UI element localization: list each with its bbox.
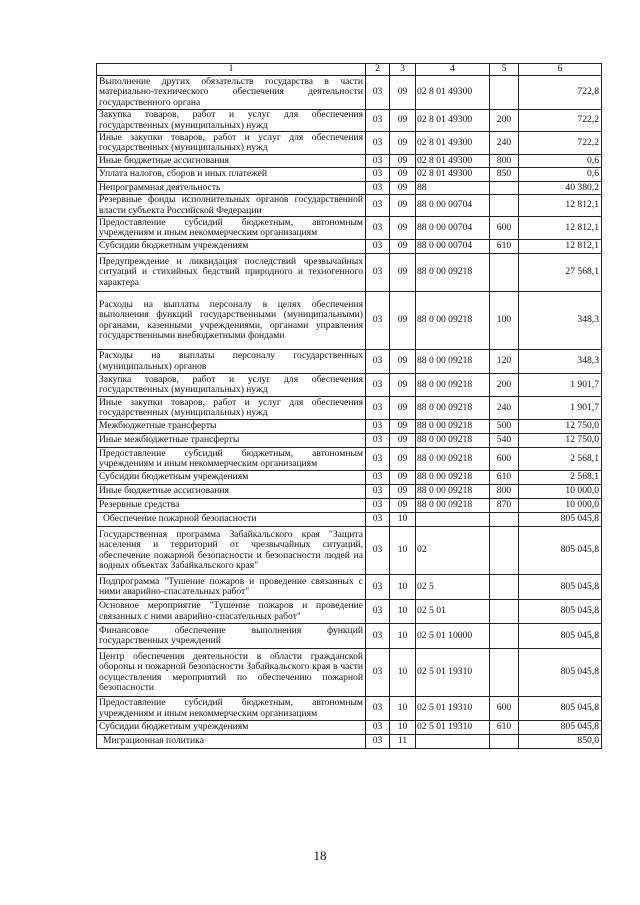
cell-subsection: 09 [390,292,416,350]
cell-amount: 40 380,2 [519,182,602,195]
cell-subsection: 10 [390,624,416,649]
cell-amount: 805 045,8 [519,697,602,721]
cell-subsection: 09 [390,434,416,448]
cell-amount: 805 045,8 [519,575,602,600]
cell-name: Уплата налогов, сборов и иных платежей [97,168,366,182]
cell-target-article: 88 0 00 09218 [416,434,490,448]
cell-target-article: 02 8 01 49300 [416,76,490,110]
table-row [97,110,602,132]
table-row [97,499,602,513]
table-row [97,485,602,499]
cell-name: Закупка товаров, работ и услуг для обеспечения государственных (муниципальных) нужд [97,374,366,397]
cell-subsection: 09 [390,240,416,254]
cell-subsection: 09 [390,110,416,132]
cell-name: Иные бюджетные ассигнования [97,155,366,168]
cell-name: Расходы на выплаты персоналу государственных (муниципальных) органов [97,350,366,374]
cell-amount: 805 045,8 [519,527,602,575]
table-row [97,132,602,155]
header-cell-subsection: 3 [390,64,416,76]
cell-section: 03 [366,132,390,155]
cell-amount: 10 000,0 [519,499,602,513]
cell-expense-type: 240 [490,132,519,155]
cell-expense-type: 870 [490,499,519,513]
cell-expense-type: 600 [490,217,519,240]
table-row [97,76,602,110]
cell-amount: 12 750,0 [519,434,602,448]
cell-target-article: 02 5 01 19310 [416,697,490,721]
table-row [97,434,602,448]
cell-name: Центр обеспечения деятельности в области гражданской обороны и пожарной безопасности Забайкальского края в части осуществления мероприятий по обеспечению пожарной безопасности [97,649,366,697]
cell-target-article: 88 0 00 00704 [416,240,490,254]
cell-amount: 805 045,8 [519,513,602,527]
cell-section: 03 [366,240,390,254]
cell-name: Иные закупки товаров, работ и услуг для обеспечения государственных (муниципальных) нужд [97,397,366,420]
cell-section: 03 [366,350,390,374]
cell-target-article: 02 5 [416,575,490,600]
cell-expense-type [490,624,519,649]
cell-amount: 805 045,8 [519,600,602,624]
cell-expense-type: 800 [490,155,519,168]
cell-subsection: 10 [390,575,416,600]
cell-target-article [416,735,490,749]
cell-section: 03 [366,600,390,624]
cell-subsection: 09 [390,471,416,485]
cell-subsection: 10 [390,600,416,624]
table-row [97,182,602,195]
cell-name: Непрограммная деятельность [97,182,366,195]
cell-expense-type: 610 [490,721,519,735]
cell-name: Предоставление субсидий бюджетным, автономным учреждениям и иным некоммерческим организациям [97,448,366,471]
cell-section: 03 [366,735,390,749]
cell-target-article: 88 0 00 09218 [416,499,490,513]
cell-subsection: 09 [390,132,416,155]
table-row [97,600,602,624]
cell-name: Государственная программа Забайкальского края "Защита населения и территорий от чрезвычайных ситуаций, обеспечение пожарной безопасности и безопасности людей на водных объектах Забайкальского края" [97,527,366,575]
table-row [97,217,602,240]
cell-expense-type: 100 [490,292,519,350]
cell-expense-type: 600 [490,448,519,471]
cell-target-article: 88 0 00 00704 [416,217,490,240]
table-row [97,195,602,217]
budget-table [96,63,602,749]
cell-target-article [416,513,490,527]
table-row [97,374,602,397]
cell-subsection: 11 [390,735,416,749]
cell-subsection: 09 [390,499,416,513]
cell-section: 03 [366,76,390,110]
table-row [97,624,602,649]
cell-subsection: 09 [390,155,416,168]
header-cell-amount: 6 [519,64,602,76]
cell-target-article: 02 [416,527,490,575]
cell-section: 03 [366,168,390,182]
cell-section: 03 [366,575,390,600]
cell-section: 03 [366,448,390,471]
cell-name: Субсидии бюджетным учреждениям [97,471,366,485]
cell-name: Расходы на выплаты персоналу в целях обеспечения выполнения функций государственными (муниципальными) органами, казенными учреждениями, органами управления государственными внебюджетными фондами [97,292,366,350]
cell-expense-type: 120 [490,350,519,374]
cell-section: 03 [366,513,390,527]
cell-target-article: 02 5 01 19310 [416,721,490,735]
cell-subsection: 09 [390,350,416,374]
cell-target-article: 88 0 00 09218 [416,292,490,350]
cell-name: Основное мероприятие "Тушение пожаров и проведение связанных с ними аварийно-спасательных работ" [97,600,366,624]
cell-amount: 805 045,8 [519,624,602,649]
table-row [97,513,602,527]
cell-target-article: 88 0 00 00704 [416,195,490,217]
cell-name: Выполнение других обязательств государства в части материально-технического обеспечения деятельности государственного органа [97,76,366,110]
cell-expense-type: 540 [490,434,519,448]
cell-expense-type [490,649,519,697]
cell-name: Закупка товаров, работ и услуг для обеспечения государственных (муниципальных) нужд [97,110,366,132]
cell-amount: 12 812,1 [519,195,602,217]
cell-name: Иные закупки товаров, работ и услуг для обеспечения государственных (муниципальных) нужд [97,132,366,155]
cell-amount: 12 750,0 [519,420,602,434]
cell-expense-type: 610 [490,240,519,254]
table-row [97,350,602,374]
cell-subsection: 09 [390,182,416,195]
cell-target-article: 88 0 00 09218 [416,397,490,420]
cell-subsection: 09 [390,374,416,397]
table-row [97,649,602,697]
cell-amount: 722,8 [519,76,602,110]
cell-amount: 348,3 [519,350,602,374]
cell-subsection: 09 [390,485,416,499]
cell-amount: 805 045,8 [519,649,602,697]
cell-amount: 12 812,1 [519,240,602,254]
cell-expense-type: 200 [490,110,519,132]
cell-name: Подпрограмма "Тушение пожаров и проведение связанных с ними аварийно-спасательных работ" [97,575,366,600]
cell-target-article: 02 5 01 19310 [416,649,490,697]
cell-section: 03 [366,217,390,240]
cell-expense-type: 200 [490,374,519,397]
cell-name: Предоставление субсидий бюджетным, автономным учреждениям и иным некоммерческим организациям [97,217,366,240]
cell-target-article: 88 0 00 09218 [416,485,490,499]
cell-subsection: 09 [390,397,416,420]
header-cell-section: 2 [366,64,390,76]
cell-target-article: 02 5 01 10000 [416,624,490,649]
cell-name: Субсидии бюджетным учреждениям [97,721,366,735]
cell-subsection: 09 [390,448,416,471]
table-row [97,448,602,471]
cell-expense-type [490,575,519,600]
cell-expense-type: 500 [490,420,519,434]
cell-name: Миграционная политика [97,735,366,749]
cell-section: 03 [366,721,390,735]
cell-amount: 0,6 [519,155,602,168]
cell-section: 03 [366,499,390,513]
header-cell-expense-type: 5 [490,64,519,76]
cell-expense-type [490,182,519,195]
cell-target-article: 88 0 00 09218 [416,471,490,485]
cell-name: Предупреждение и ликвидация последствий чрезвычайных ситуаций и стихийных бедствий природного и техногенного характера [97,254,366,292]
cell-expense-type [490,254,519,292]
cell-amount: 10 000,0 [519,485,602,499]
cell-section: 03 [366,374,390,397]
cell-name: Резервные фонды исполнительных органов государственной власти субъекта Российской Федерации [97,195,366,217]
table-header-row [97,64,602,76]
cell-target-article: 02 8 01 49300 [416,155,490,168]
cell-subsection: 10 [390,527,416,575]
cell-amount: 0,6 [519,168,602,182]
table-row [97,254,602,292]
cell-subsection: 10 [390,697,416,721]
table-row [97,697,602,721]
cell-amount: 12 812,1 [519,217,602,240]
cell-amount: 1 901,7 [519,397,602,420]
cell-section: 03 [366,420,390,434]
table-row [97,292,602,350]
cell-section: 03 [366,649,390,697]
cell-name: Обеспечение пожарной безопасности [97,513,366,527]
cell-name: Финансовое обеспечение выполнения функций государственных учреждений [97,624,366,649]
cell-name: Субсидии бюджетным учреждениям [97,240,366,254]
cell-amount: 2 568,1 [519,471,602,485]
cell-subsection: 09 [390,254,416,292]
cell-section: 03 [366,155,390,168]
cell-amount: 805 045,8 [519,721,602,735]
cell-target-article: 88 0 00 09218 [416,254,490,292]
cell-target-article: 88 0 00 09218 [416,374,490,397]
cell-amount: 27 568,1 [519,254,602,292]
cell-expense-type: 600 [490,697,519,721]
table-body [97,76,602,749]
cell-target-article: 02 8 01 49300 [416,132,490,155]
cell-section: 03 [366,182,390,195]
cell-section: 03 [366,110,390,132]
cell-section: 03 [366,397,390,420]
cell-amount: 348,3 [519,292,602,350]
cell-amount: 1 901,7 [519,374,602,397]
cell-section: 03 [366,697,390,721]
table-row [97,721,602,735]
cell-name: Резервные средства [97,499,366,513]
cell-name: Иные бюджетные ассигнования [97,485,366,499]
cell-subsection: 10 [390,721,416,735]
cell-name: Иные межбюджетные трансферты [97,434,366,448]
cell-section: 03 [366,527,390,575]
table-row [97,240,602,254]
table-row [97,397,602,420]
cell-target-article: 88 0 00 09218 [416,350,490,374]
cell-expense-type [490,513,519,527]
cell-subsection: 09 [390,76,416,110]
table-row [97,527,602,575]
cell-subsection: 09 [390,420,416,434]
cell-amount: 2 568,1 [519,448,602,471]
cell-target-article: 02 8 01 49300 [416,168,490,182]
cell-subsection: 10 [390,649,416,697]
header-cell-target-article: 4 [416,64,490,76]
header-cell-name: 1 [97,64,366,76]
table-row [97,471,602,485]
table-row [97,575,602,600]
cell-expense-type [490,735,519,749]
cell-amount: 850,0 [519,735,602,749]
table-row [97,168,602,182]
cell-subsection: 09 [390,168,416,182]
table-row [97,155,602,168]
cell-amount: 722,2 [519,110,602,132]
cell-subsection: 09 [390,217,416,240]
cell-subsection: 10 [390,513,416,527]
cell-expense-type [490,195,519,217]
cell-target-article: 88 [416,182,490,195]
cell-name: Межбюджетные трансферты [97,420,366,434]
cell-expense-type [490,76,519,110]
cell-section: 03 [366,254,390,292]
cell-amount: 722,2 [519,132,602,155]
cell-subsection: 09 [390,195,416,217]
cell-section: 03 [366,292,390,350]
cell-target-article: 02 8 01 49300 [416,110,490,132]
cell-target-article: 02 5 01 [416,600,490,624]
cell-expense-type [490,527,519,575]
cell-target-article: 88 0 00 09218 [416,420,490,434]
budget-table-container [96,63,601,749]
cell-section: 03 [366,434,390,448]
cell-name: Предоставление субсидий бюджетным, автономным учреждениям и иным некоммерческим организациям [97,697,366,721]
table-row [97,420,602,434]
cell-section: 03 [366,471,390,485]
cell-section: 03 [366,195,390,217]
table-row [97,735,602,749]
cell-expense-type: 240 [490,397,519,420]
cell-expense-type: 800 [490,485,519,499]
cell-expense-type [490,600,519,624]
cell-section: 03 [366,624,390,649]
page-number: 18 [313,848,327,863]
cell-expense-type: 610 [490,471,519,485]
cell-section: 03 [366,485,390,499]
cell-target-article: 88 0 00 09218 [416,448,490,471]
cell-expense-type: 850 [490,168,519,182]
